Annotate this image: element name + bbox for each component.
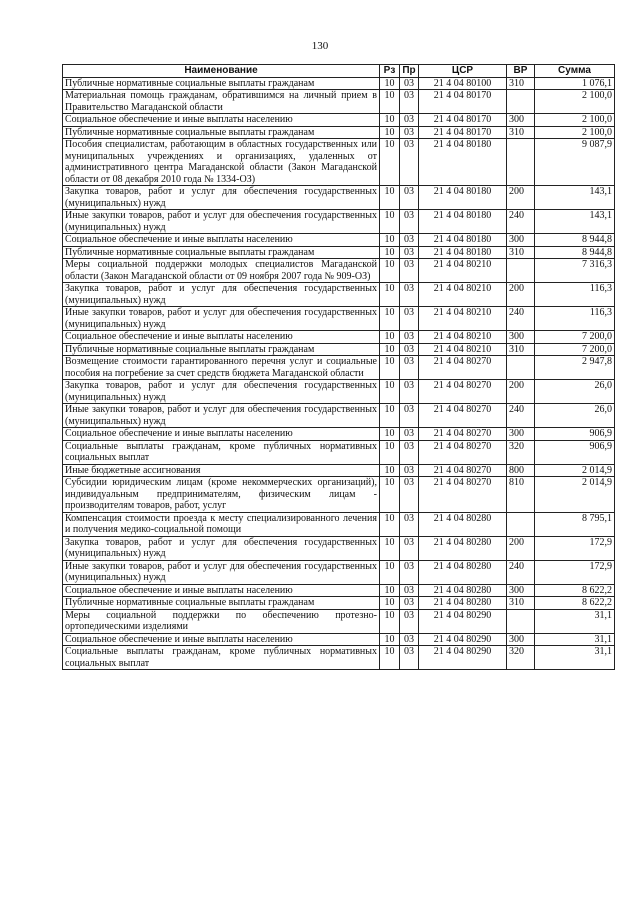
cell-name: Закупка товаров, работ и услуг для обеспечения государственных (муниципальных) нужд <box>63 380 380 404</box>
budget-table <box>62 64 615 670</box>
cell-csr: 21 4 04 80210 <box>419 259 507 283</box>
cell-sum: 8 944,8 <box>535 246 615 259</box>
cell-name: Меры социальной поддержки по обеспечению протезно-ортопедическими изделиями <box>63 609 380 633</box>
cell-vr: 300 <box>507 428 535 441</box>
cell-vr: 320 <box>507 440 535 464</box>
cell-csr: 21 4 04 80290 <box>419 633 507 646</box>
cell-name: Закупка товаров, работ и услуг для обеспечения государственных (муниципальных) нужд <box>63 283 380 307</box>
cell-csr: 21 4 04 80170 <box>419 114 507 127</box>
cell-rz: 10 <box>380 246 400 259</box>
table-row <box>63 234 615 247</box>
cell-name: Иные закупки товаров, работ и услуг для обеспечения государственных (муниципальных) нужд <box>63 560 380 584</box>
cell-vr: 300 <box>507 633 535 646</box>
cell-name: Компенсация стоимости проезда к месту специализированного лечения и получения медико-социальной помощи <box>63 512 380 536</box>
cell-rz: 10 <box>380 139 400 186</box>
cell-vr: 310 <box>507 343 535 356</box>
table-header-row <box>63 65 615 78</box>
cell-rz: 10 <box>380 234 400 247</box>
cell-vr: 200 <box>507 536 535 560</box>
cell-sum: 116,3 <box>535 283 615 307</box>
cell-pr: 03 <box>400 331 419 344</box>
cell-vr: 300 <box>507 584 535 597</box>
cell-rz: 10 <box>380 126 400 139</box>
cell-sum: 906,9 <box>535 440 615 464</box>
cell-rz: 10 <box>380 464 400 477</box>
cell-sum: 8 622,2 <box>535 597 615 610</box>
table-row <box>63 380 615 404</box>
cell-name: Материальная помощь гражданам, обратившимся на личный прием в Правительство Магаданской области <box>63 90 380 114</box>
table-row <box>63 584 615 597</box>
table-row <box>63 646 615 670</box>
cell-csr: 21 4 04 80180 <box>419 139 507 186</box>
cell-pr: 03 <box>400 259 419 283</box>
cell-rz: 10 <box>380 609 400 633</box>
cell-rz: 10 <box>380 90 400 114</box>
cell-vr <box>507 90 535 114</box>
cell-pr: 03 <box>400 234 419 247</box>
cell-vr: 310 <box>507 597 535 610</box>
cell-csr: 21 4 04 80290 <box>419 609 507 633</box>
cell-name: Публичные нормативные социальные выплаты гражданам <box>63 597 380 610</box>
header-name: Наименование <box>63 65 380 78</box>
cell-pr: 03 <box>400 90 419 114</box>
cell-pr: 03 <box>400 609 419 633</box>
cell-name: Публичные нормативные социальные выплаты гражданам <box>63 343 380 356</box>
table-row <box>63 77 615 90</box>
cell-sum: 26,0 <box>535 404 615 428</box>
cell-rz: 10 <box>380 307 400 331</box>
cell-sum: 2 100,0 <box>535 114 615 127</box>
cell-pr: 03 <box>400 186 419 210</box>
cell-sum: 143,1 <box>535 186 615 210</box>
cell-name: Иные закупки товаров, работ и услуг для обеспечения государственных (муниципальных) нужд <box>63 210 380 234</box>
cell-pr: 03 <box>400 114 419 127</box>
cell-vr: 310 <box>507 126 535 139</box>
table-row <box>63 126 615 139</box>
cell-csr: 21 4 04 80280 <box>419 512 507 536</box>
cell-rz: 10 <box>380 597 400 610</box>
cell-pr: 03 <box>400 633 419 646</box>
cell-sum: 1 076,1 <box>535 77 615 90</box>
cell-pr: 03 <box>400 343 419 356</box>
table-row <box>63 307 615 331</box>
header-pr: Пр <box>400 65 419 78</box>
cell-name: Социальное обеспечение и иные выплаты населению <box>63 633 380 646</box>
cell-pr: 03 <box>400 404 419 428</box>
header-rz: Рз <box>380 65 400 78</box>
cell-rz: 10 <box>380 283 400 307</box>
cell-sum: 2 100,0 <box>535 90 615 114</box>
table-row <box>63 536 615 560</box>
cell-pr: 03 <box>400 307 419 331</box>
table-row <box>63 477 615 513</box>
cell-name: Пособия специалистам, работающим в областных государственных или муниципальных учреждениях и организациях, удаленных от административного центра Магаданской области (Закон Магаданской области от 08 декабря 2010 года № 1334-ОЗ) <box>63 139 380 186</box>
cell-csr: 21 4 04 80280 <box>419 536 507 560</box>
cell-sum: 2 014,9 <box>535 464 615 477</box>
cell-pr: 03 <box>400 356 419 380</box>
cell-name: Публичные нормативные социальные выплаты гражданам <box>63 77 380 90</box>
table-row <box>63 246 615 259</box>
cell-pr: 03 <box>400 126 419 139</box>
table-row <box>63 404 615 428</box>
cell-csr: 21 4 04 80180 <box>419 246 507 259</box>
cell-name: Социальное обеспечение и иные выплаты населению <box>63 584 380 597</box>
cell-vr <box>507 259 535 283</box>
cell-vr <box>507 139 535 186</box>
header-sum: Сумма <box>535 65 615 78</box>
cell-rz: 10 <box>380 646 400 670</box>
cell-vr <box>507 609 535 633</box>
cell-sum: 8 795,1 <box>535 512 615 536</box>
cell-vr <box>507 356 535 380</box>
cell-pr: 03 <box>400 210 419 234</box>
cell-name: Меры социальной поддержки молодых специалистов Магаданской области (Закон Магаданской области от 09 ноября 2007 года № 909-ОЗ) <box>63 259 380 283</box>
cell-csr: 21 4 04 80210 <box>419 331 507 344</box>
cell-vr <box>507 512 535 536</box>
cell-pr: 03 <box>400 646 419 670</box>
cell-sum: 2 947,8 <box>535 356 615 380</box>
header-vr: ВР <box>507 65 535 78</box>
table-row <box>63 597 615 610</box>
table-row <box>63 283 615 307</box>
cell-vr: 300 <box>507 331 535 344</box>
cell-pr: 03 <box>400 560 419 584</box>
cell-csr: 21 4 04 80100 <box>419 77 507 90</box>
table-row <box>63 512 615 536</box>
cell-vr: 300 <box>507 234 535 247</box>
cell-name: Социальное обеспечение и иные выплаты населению <box>63 331 380 344</box>
cell-vr: 300 <box>507 114 535 127</box>
table-row <box>63 186 615 210</box>
cell-csr: 21 4 04 80270 <box>419 356 507 380</box>
cell-sum: 906,9 <box>535 428 615 441</box>
cell-vr: 310 <box>507 246 535 259</box>
cell-csr: 21 4 04 80170 <box>419 126 507 139</box>
cell-rz: 10 <box>380 380 400 404</box>
cell-pr: 03 <box>400 536 419 560</box>
cell-vr: 200 <box>507 186 535 210</box>
cell-sum: 172,9 <box>535 560 615 584</box>
table-row <box>63 440 615 464</box>
table-row <box>63 633 615 646</box>
cell-rz: 10 <box>380 512 400 536</box>
cell-rz: 10 <box>380 404 400 428</box>
cell-csr: 21 4 04 80280 <box>419 597 507 610</box>
cell-rz: 10 <box>380 560 400 584</box>
table-row <box>63 90 615 114</box>
cell-sum: 7 200,0 <box>535 343 615 356</box>
cell-csr: 21 4 04 80270 <box>419 380 507 404</box>
cell-sum: 31,1 <box>535 646 615 670</box>
table-row <box>63 331 615 344</box>
table-row <box>63 210 615 234</box>
cell-name: Иные закупки товаров, работ и услуг для обеспечения государственных (муниципальных) нужд <box>63 307 380 331</box>
table-row <box>63 464 615 477</box>
table-row <box>63 428 615 441</box>
cell-sum: 9 087,9 <box>535 139 615 186</box>
table-row <box>63 114 615 127</box>
cell-sum: 26,0 <box>535 380 615 404</box>
cell-sum: 31,1 <box>535 609 615 633</box>
cell-vr: 240 <box>507 560 535 584</box>
cell-rz: 10 <box>380 331 400 344</box>
cell-csr: 21 4 04 80210 <box>419 343 507 356</box>
table-row <box>63 560 615 584</box>
cell-vr: 810 <box>507 477 535 513</box>
cell-pr: 03 <box>400 477 419 513</box>
cell-pr: 03 <box>400 428 419 441</box>
table-row <box>63 356 615 380</box>
cell-sum: 7 200,0 <box>535 331 615 344</box>
cell-csr: 21 4 04 80170 <box>419 90 507 114</box>
cell-name: Публичные нормативные социальные выплаты гражданам <box>63 126 380 139</box>
cell-rz: 10 <box>380 633 400 646</box>
cell-name: Социальные выплаты гражданам, кроме публичных нормативных социальных выплат <box>63 440 380 464</box>
cell-csr: 21 4 04 80210 <box>419 307 507 331</box>
cell-pr: 03 <box>400 77 419 90</box>
cell-sum: 8 622,2 <box>535 584 615 597</box>
table-row <box>63 259 615 283</box>
page-number: 130 <box>311 40 329 52</box>
table-row <box>63 343 615 356</box>
cell-csr: 21 4 04 80270 <box>419 477 507 513</box>
cell-csr: 21 4 04 80280 <box>419 560 507 584</box>
cell-name: Субсидии юридическим лицам (кроме некоммерческих организаций), индивидуальным предпринимателям, физическим лицам - производителям товаров, работ, услуг <box>63 477 380 513</box>
cell-rz: 10 <box>380 477 400 513</box>
cell-vr: 200 <box>507 283 535 307</box>
cell-pr: 03 <box>400 584 419 597</box>
cell-sum: 172,9 <box>535 536 615 560</box>
cell-vr: 310 <box>507 77 535 90</box>
cell-rz: 10 <box>380 536 400 560</box>
cell-name: Публичные нормативные социальные выплаты гражданам <box>63 246 380 259</box>
cell-name: Закупка товаров, работ и услуг для обеспечения государственных (муниципальных) нужд <box>63 186 380 210</box>
cell-rz: 10 <box>380 343 400 356</box>
cell-csr: 21 4 04 80270 <box>419 404 507 428</box>
cell-pr: 03 <box>400 464 419 477</box>
cell-rz: 10 <box>380 77 400 90</box>
table-row <box>63 139 615 186</box>
cell-csr: 21 4 04 80280 <box>419 584 507 597</box>
cell-sum: 8 944,8 <box>535 234 615 247</box>
cell-vr: 320 <box>507 646 535 670</box>
cell-vr: 200 <box>507 380 535 404</box>
header-csr: ЦСР <box>419 65 507 78</box>
cell-csr: 21 4 04 80270 <box>419 440 507 464</box>
cell-pr: 03 <box>400 597 419 610</box>
cell-sum: 31,1 <box>535 633 615 646</box>
cell-csr: 21 4 04 80180 <box>419 186 507 210</box>
cell-csr: 21 4 04 80290 <box>419 646 507 670</box>
cell-rz: 10 <box>380 440 400 464</box>
cell-name: Социальное обеспечение и иные выплаты населению <box>63 428 380 441</box>
cell-rz: 10 <box>380 114 400 127</box>
cell-pr: 03 <box>400 440 419 464</box>
cell-pr: 03 <box>400 380 419 404</box>
cell-name: Возмещение стоимости гарантированного перечня услуг и социальные пособия на погребение за счет средств бюджета Магаданской области <box>63 356 380 380</box>
cell-name: Иные бюджетные ассигнования <box>63 464 380 477</box>
cell-vr: 240 <box>507 210 535 234</box>
cell-name: Социальное обеспечение и иные выплаты населению <box>63 234 380 247</box>
cell-sum: 116,3 <box>535 307 615 331</box>
table-row <box>63 609 615 633</box>
cell-pr: 03 <box>400 512 419 536</box>
cell-name: Социальные выплаты гражданам, кроме публичных нормативных социальных выплат <box>63 646 380 670</box>
cell-pr: 03 <box>400 246 419 259</box>
cell-vr: 240 <box>507 404 535 428</box>
table-body <box>63 77 615 670</box>
cell-sum: 2 014,9 <box>535 477 615 513</box>
cell-name: Закупка товаров, работ и услуг для обеспечения государственных (муниципальных) нужд <box>63 536 380 560</box>
cell-csr: 21 4 04 80210 <box>419 283 507 307</box>
cell-name: Иные закупки товаров, работ и услуг для обеспечения государственных (муниципальных) нужд <box>63 404 380 428</box>
cell-rz: 10 <box>380 584 400 597</box>
cell-rz: 10 <box>380 428 400 441</box>
cell-rz: 10 <box>380 186 400 210</box>
cell-csr: 21 4 04 80180 <box>419 234 507 247</box>
cell-csr: 21 4 04 80270 <box>419 464 507 477</box>
cell-rz: 10 <box>380 356 400 380</box>
cell-csr: 21 4 04 80180 <box>419 210 507 234</box>
cell-pr: 03 <box>400 283 419 307</box>
cell-pr: 03 <box>400 139 419 186</box>
cell-sum: 143,1 <box>535 210 615 234</box>
cell-sum: 2 100,0 <box>535 126 615 139</box>
cell-rz: 10 <box>380 259 400 283</box>
cell-name: Социальное обеспечение и иные выплаты населению <box>63 114 380 127</box>
cell-csr: 21 4 04 80270 <box>419 428 507 441</box>
cell-rz: 10 <box>380 210 400 234</box>
cell-sum: 7 316,3 <box>535 259 615 283</box>
cell-vr: 800 <box>507 464 535 477</box>
cell-vr: 240 <box>507 307 535 331</box>
